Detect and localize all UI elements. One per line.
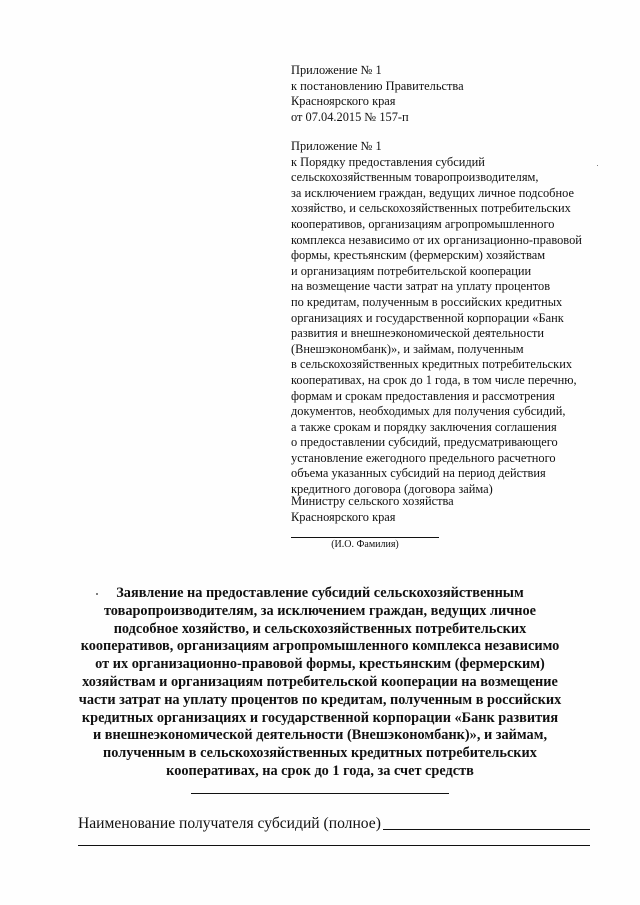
recipient-name-field[interactable] [383, 829, 590, 830]
appendix-procedure-line: к Порядку предоставления субсидий [291, 154, 485, 169]
appendix-procedure-line: кредитного договора (договора займа) [291, 482, 493, 497]
application-title-line: части затрат на уплату процентов по кредитам, полученным в российских [78, 691, 562, 708]
application-title-line: хозяйствам и организациям потребительской кооперации на возмещение [82, 673, 558, 690]
appendix-procedure-line: за исключением граждан, ведущих личное подсобное [291, 185, 574, 200]
appendix-procedure-line: (Внешэкономбанк)», и займам, полученным [291, 341, 524, 356]
appendix-procedure-line: а также срокам и порядку заключения соглашения [291, 419, 557, 434]
appendix-procedure-line: и организациям потребительской кооперации [291, 263, 532, 278]
appendix-procedure-line: Приложение № 1 [291, 139, 382, 153]
application-title-line: кооперативах, на срок до 1 года, за счет средств [166, 762, 474, 779]
appendix-procedure-line: по кредитам, полученным в российских кредитных [291, 294, 563, 309]
appendix-procedure-line: организациях и государственной корпорации «Банк [291, 310, 564, 325]
appendix-procedure-line: формы, крестьянским (фермерским) хозяйствам [291, 248, 546, 263]
application-title-line: товаропроизводителям, за исключением граждан, ведущих личное [103, 602, 537, 619]
recipient-name-continuation-field[interactable] [78, 845, 590, 846]
application-title-line: подсобное хозяйство, и сельскохозяйственных потребительских [113, 620, 527, 637]
appendix-resolution-line: Приложение № 1 [291, 63, 382, 77]
signature-caption: (И.О. Фамилия) [331, 539, 399, 550]
addressee-block [291, 494, 454, 525]
application-title-line: кредитных организациях и государственной корпорации «Банк развития [81, 709, 559, 726]
appendix-resolution-line: Красноярского края [291, 94, 396, 109]
appendix-resolution-line: к постановлению Правительства [291, 78, 464, 93]
application-title-line: кооперативов, организациям агропромышленного комплекса независимо [80, 638, 560, 655]
appendix-procedure-line: объема указанных субсидий на период действия [291, 466, 546, 481]
application-title-line: Заявление на предоставление субсидий сельскохозяйственным [116, 585, 524, 601]
appendix-procedure-block [291, 139, 582, 498]
application-title-line: и внешнеэкономической деятельности (Внешэкономбанк)», и займам, [92, 727, 548, 744]
appendix-procedure-line: сельскохозяйственным товаропроизводителям, [291, 170, 539, 185]
recipient-label: Наименование получателя субсидий (полное) [78, 815, 381, 832]
appendix-resolution-line: от 07.04.2015 № 157-п [291, 109, 409, 124]
addressee-line: Министру сельского хозяйства [291, 494, 454, 508]
application-title [60, 585, 580, 781]
appendix-procedure-line: документов, необходимых для получения субсидий, [291, 404, 566, 419]
application-title-line: полученным в сельскохозяйственных кредитных потребительских [103, 745, 537, 762]
appendix-procedure-line: кооперативах, на срок до 1 года, в том числе перечню, [291, 372, 577, 387]
appendix-procedure-line: формам и срокам предоставления и рассмотрения [291, 388, 555, 403]
appendix-resolution-block [291, 63, 464, 125]
scan-speck [597, 165, 598, 166]
appendix-procedure-line: комплекса независимо от их организационно-правовой [291, 232, 582, 247]
appendix-procedure-line: на возмещение части затрат на уплату процентов [291, 279, 551, 294]
appendix-procedure-line: хозяйство, и сельскохозяйственных потребительских [291, 201, 571, 216]
appendix-procedure-line: установление ежегодного предельного расчетного [291, 450, 556, 465]
appendix-procedure-line: кооперативов, организациям агропромышленного [291, 216, 555, 231]
signature-line [291, 537, 439, 538]
appendix-procedure-line: о предоставлении субсидий, предусматривающего [291, 435, 558, 450]
application-title-line: от их организационно-правовой формы, крестьянским (фермерским) [95, 656, 545, 673]
addressee-line: Красноярского края [291, 509, 396, 524]
appendix-procedure-line: развития и внешнеэкономической деятельности [291, 326, 545, 341]
funding-source-blank [191, 793, 449, 794]
appendix-procedure-line: в сельскохозяйственных кредитных потребительских [291, 357, 573, 372]
